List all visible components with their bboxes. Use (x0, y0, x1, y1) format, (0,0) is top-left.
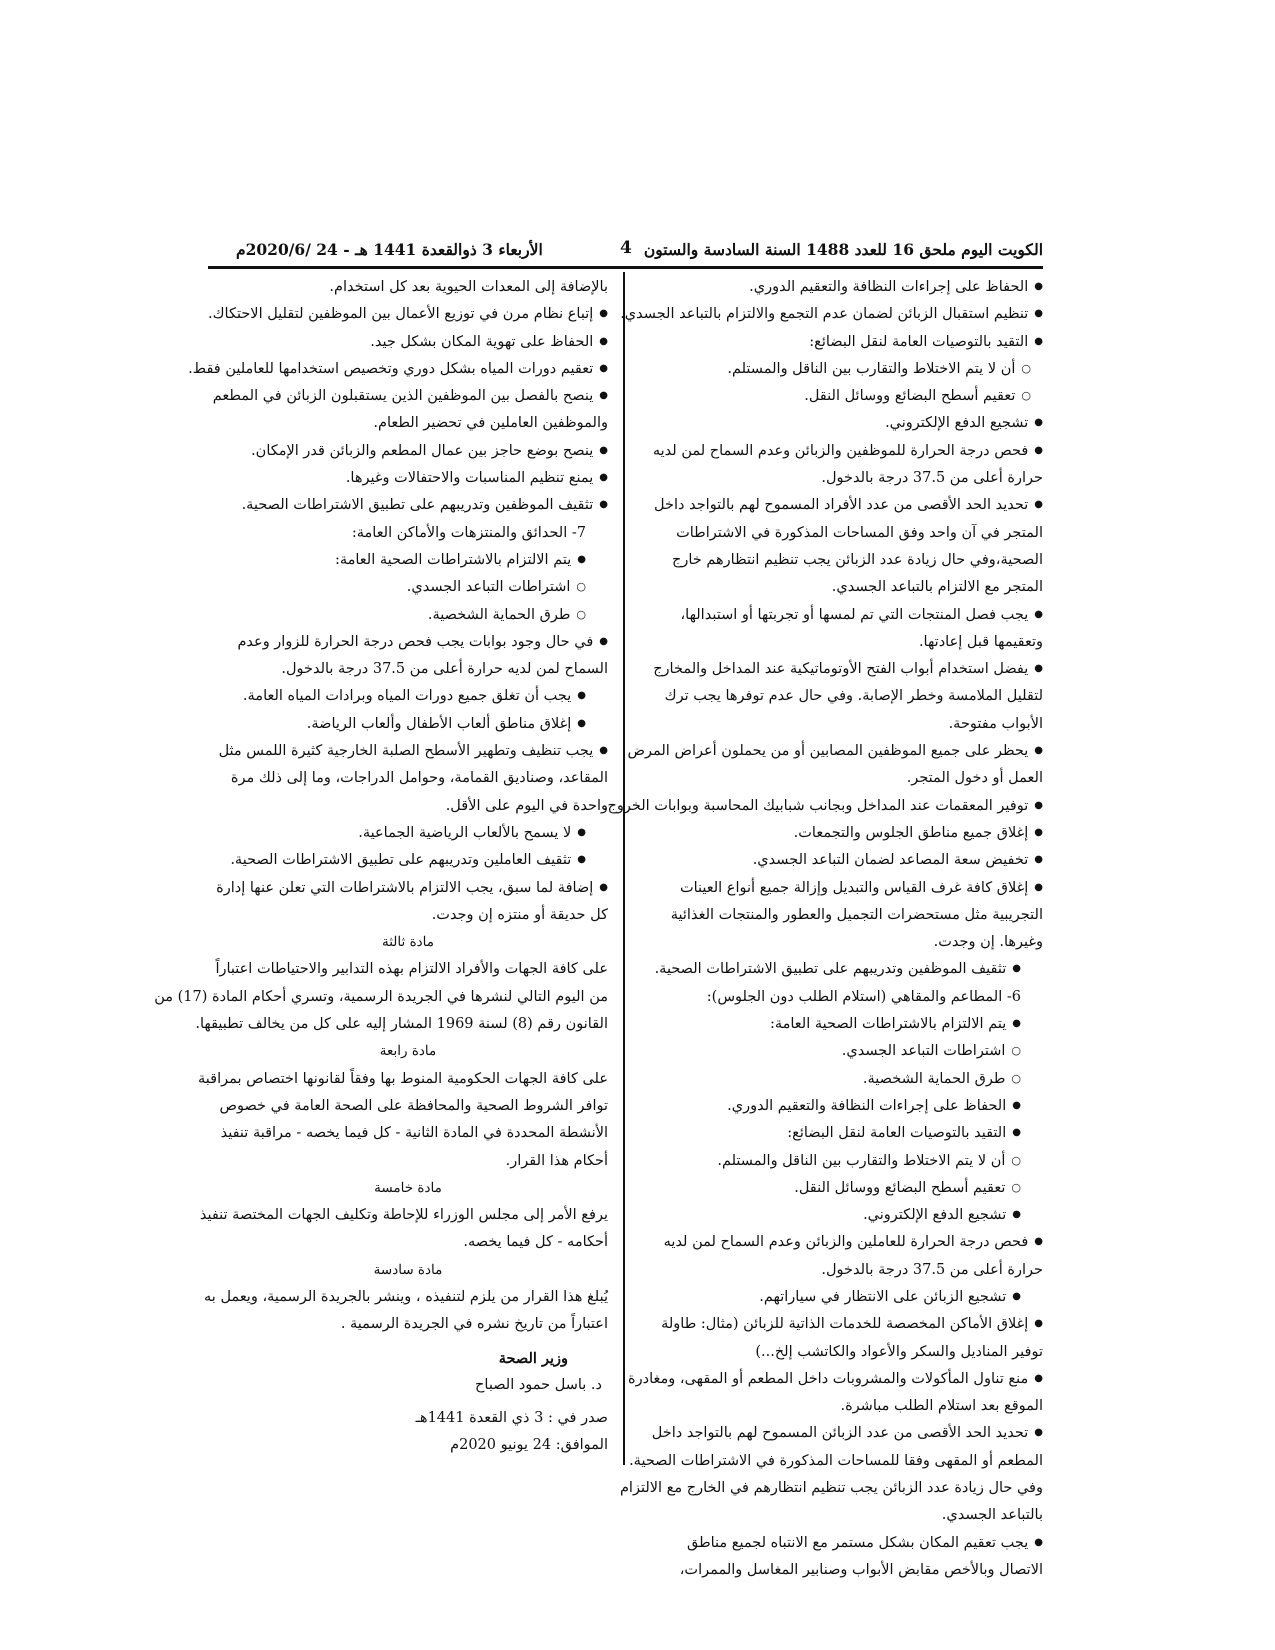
list-item: ● التقيد بالتوصيات العامة لنقل البضائع: (643, 1120, 1043, 1147)
list-item: ● يتم الالتزام بالاشتراطات الصحية العامة: (208, 547, 608, 574)
list-item: ● منع تناول المأكولات والمشروبات داخل المطعم أو المقهى، ومغادرة (643, 1366, 1043, 1393)
list-item: ● إضافة لما سبق، يجب الالتزام بالاشتراطات التي تعلن عنها إدارة (208, 875, 608, 902)
text-line: المطعم أو المقهى وفقا للمساحات المذكورة في الاشتراطات الصحية. (629, 1452, 1043, 1469)
text-line: كل حديقة أو منتزه إن وجدت. (431, 906, 608, 923)
text-line: التجريبية مثل مستحضرات التجميل والعطور والمنتجات الغذائية (670, 906, 1043, 923)
list-item: ● تثقيف الموظفين وتدريبهم على تطبيق الاشتراطات الصحية. (208, 492, 608, 519)
left-column (154, 274, 608, 1460)
list-item: ● الحفاظ على تهوية المكان بشكل جيد. (208, 329, 608, 356)
list-item: ● تعقيم دورات المياه بشكل دوري وتخصيص استخدامها للعاملين فقط. (208, 356, 608, 383)
list-item: ● ينصح بوضع حاجز بين عمال المطعم والزبائن قدر الإمكان. (208, 438, 608, 465)
text-line: بالتباعد الجسدي. (941, 1507, 1043, 1524)
text-line: والموظفين العاملين في تحضير الطعام. (373, 415, 608, 432)
text-line: يرفع الأمر إلى مجلس الوزراء للإحاطة وتكليف الجهات المختصة تنفيذ (199, 1207, 608, 1224)
issue-date-hijri: صدر في : 3 ذي القعدة 1441هـ (415, 1410, 608, 1427)
text-line: حرارة أعلى من 37.5 درجة بالدخول. (821, 470, 1043, 487)
sub-list-item: ○ اشتراطات التباعد الجسدي. (643, 1038, 1043, 1065)
list-item: ● فحص درجة الحرارة للعاملين والزبائن وعدم السماح لمن لديه (643, 1229, 1043, 1256)
header-rule (208, 266, 1043, 269)
list-item: ● تشجيع الدفع الإلكتروني. (643, 410, 1043, 437)
text-line: بالإضافة إلى المعدات الحيوية بعد كل استخدام. (329, 279, 608, 295)
list-item: ● التقيد بالتوصيات العامة لنقل البضائع: (643, 329, 1043, 356)
list-item: ● يفضل استخدام أبواب الفتح الأوتوماتيكية عند المداخل والمخارج (643, 656, 1043, 683)
text-line: الاتصال وبالأخص مقابض الأبواب وصنابير المغاسل والممرات، (679, 1561, 1043, 1578)
list-item: ● إغلاق مناطق ألعاب الأطفال وألعاب الرياضة. (208, 711, 608, 738)
list-item: ● يحظر على جميع الموظفين المصابين أو من يحملون أعراض المرض (643, 738, 1043, 765)
text-line: المتجر مع الالتزام بالتباعد الجسدي. (831, 579, 1043, 596)
text-line: الأبواب مفتوحة. (948, 715, 1043, 732)
text-line: وتعقيمها قبل إعادتها. (918, 633, 1043, 650)
header-issue-info: الكويت اليوم ملحق 16 للعدد 1488 السنة السادسة والستون (643, 240, 1043, 259)
right-column (602, 274, 1043, 1584)
text-line: واحدة في اليوم على الأقل. (445, 797, 608, 814)
list-item: ● يجب فصل المنتجات التي تم لمسها أو تجربتها أو استبدالها، (643, 602, 1043, 629)
list-item: ● توفير المعقمات عند المداخل وبجانب شبابيك المحاسبة وبوابات الخروج. (643, 793, 1043, 820)
signatory-name: د. باسل حمود الصباح (475, 1376, 602, 1393)
sub-list-item: ○ أن لا يتم الاختلاط والتقارب بين الناقل والمستلم. (643, 1148, 1043, 1175)
section-heading: 6- المطاعم والمقاهي (استلام الطلب دون الجلوس): (706, 988, 1021, 1005)
issue-date-gregorian: الموافق: 24 يونيو 2020م (450, 1437, 608, 1454)
text-line: المتجر في آن واحد وفق المساحات المذكورة في الاشتراطات (676, 524, 1043, 541)
article-heading: مادة خامسة (374, 1179, 442, 1196)
text-line: أحكام هذا القرار. (505, 1152, 608, 1169)
list-item: ● يجب تنظيف وتطهير الأسطح الصلبة الخارجية كثيرة اللمس مثل (208, 738, 608, 765)
section-heading: 7- الحدائق والمنتزهات والأماكن العامة: (351, 524, 586, 541)
sub-list-item: ○ طرق الحماية الشخصية. (643, 1066, 1043, 1093)
list-item: ● تثقيف العاملين وتدريبهم على تطبيق الاشتراطات الصحية. (208, 847, 608, 874)
article-heading: مادة رابعة (379, 1043, 437, 1060)
sub-list-item: ○ طرق الحماية الشخصية. (208, 602, 608, 629)
list-item: ● الحفاظ على إجراءات النظافة والتعقيم الدوري. (643, 274, 1043, 301)
list-item: ● لا يسمح بالألعاب الرياضية الجماعية. (208, 820, 608, 847)
text-line: يُبلغ هذا القرار من يلزم لتنفيذه ، وينشر بالجريدة الرسمية، ويعمل به (204, 1288, 608, 1305)
list-item: ● تشجيع الزبائن على الانتظار في سياراتهم. (643, 1284, 1043, 1311)
text-line: توافر الشروط الصحية والمحافظة على الصحة العامة في خصوص (219, 1097, 608, 1114)
text-line: الموقع بعد استلام الطلب مباشرة. (840, 1398, 1043, 1415)
list-item: ● فحص درجة الحرارة للموظفين والزبائن وعدم السماح لمن لديه (643, 438, 1043, 465)
article-heading: مادة سادسة (373, 1261, 443, 1278)
text-line: أحكامه - كل فيما يخصه. (463, 1234, 608, 1251)
page-number: 4 (620, 238, 632, 258)
text-line: من اليوم التالي لنشرها في الجريدة الرسمية، وتسري أحكام المادة (17) من (154, 988, 608, 1005)
text-line: وغيرها. إن وجدت. (933, 934, 1043, 951)
column-divider (623, 272, 625, 1465)
list-item: ● تحديد الحد الأقصى من عدد الأفراد المسموح لهم بالتواجد داخل (643, 492, 1043, 519)
list-item: ● في حال وجود بوابات يجب فحص درجة الحرارة للزوار وعدم (208, 629, 608, 656)
page-header (208, 236, 1043, 266)
list-item: ● تحديد الحد الأقصى من عدد الزبائن المسموح لهم بالتواجد داخل (643, 1420, 1043, 1447)
sub-list-item: ○ أن لا يتم الاختلاط والتقارب بين الناقل والمستلم. (643, 356, 1043, 383)
header-date: الأربعاء 3 ذوالقعدة 1441 هـ - 24 /2020/6م (236, 240, 543, 259)
list-item: ● إتباع نظام مرن في توزيع الأعمال بين الموظفين لتقليل الاحتكاك. (208, 301, 608, 328)
sub-list-item: ○ تعقيم أسطح البضائع ووسائل النقل. (643, 1175, 1043, 1202)
signatory-title: وزير الصحة (498, 1349, 568, 1367)
list-item: ● إغلاق الأماكن المخصصة للخدمات الذاتية للزبائن (مثال: طاولة (643, 1311, 1043, 1338)
text-line: الصحية،وفي حال زيادة عدد الزبائن يجب تنظيم انتظارهم خارج (672, 551, 1043, 568)
text-line: حرارة أعلى من 37.5 درجة بالدخول. (821, 1261, 1043, 1278)
list-item: ● يجب أن تغلق جميع دورات المياه وبرادات المياه العامة. (208, 683, 608, 710)
text-line: لتقليل الملامسة وخطر الإصابة. وفي حال عدم توفرها يجب ترك (664, 688, 1043, 705)
list-item: ● تثقيف الموظفين وتدريبهم على تطبيق الاشتراطات الصحية. (643, 956, 1043, 983)
text-line: السماح لمن لديه حرارة أعلى من 37.5 درجة بالدخول. (281, 661, 608, 678)
article-heading: مادة ثالثة (381, 934, 435, 951)
text-line: وفي حال زيادة عدد الزبائن يجب تنظيم انتظارهم في الخارج مع الالتزام (619, 1480, 1043, 1497)
list-item: ● إغلاق جميع مناطق الجلوس والتجمعات. (643, 820, 1043, 847)
text-line: المقاعد، وصناديق القمامة، وحوامل الدراجات، وما إلى ذلك مرة (230, 770, 608, 787)
list-item: ● تشجيع الدفع الإلكتروني. (643, 1202, 1043, 1229)
text-line: العمل أو دخول المتجر. (906, 770, 1043, 787)
list-item: ● يتم الالتزام بالاشتراطات الصحية العامة: (643, 1011, 1043, 1038)
text-line: على كافة الجهات الحكومية المنوط بها وفقاً لقانونها اختصاص بمراقبة (197, 1070, 608, 1087)
text-line: القانون رقم (8) لسنة 1969 المشار إليه على كل من يخالف تطبيقها. (195, 1016, 608, 1033)
sub-list-item: ○ تعقيم أسطح البضائع ووسائل النقل. (643, 383, 1043, 410)
text-line: توفير المناديل والسكر والأعواد والكاتشب إلخ...) (755, 1343, 1043, 1360)
text-line: اعتباراً من تاريخ نشره في الجريدة الرسمية . (340, 1316, 608, 1333)
list-item: ● تنظيم استقبال الزبائن لضمان عدم التجمع والالتزام بالتباعد الجسدي. (643, 301, 1043, 328)
sub-list-item: ○ اشتراطات التباعد الجسدي. (208, 574, 608, 601)
text-line: على كافة الجهات والأفراد الالتزام بهذه التدابير والاحتياطات اعتباراً (215, 961, 608, 978)
text-line: الأنشطة المحددة في المادة الثانية - كل فيما يخصه - مراقبة تنفيذ (220, 1125, 608, 1142)
list-item: ● تخفيض سعة المصاعد لضمان التباعد الجسدي. (643, 847, 1043, 874)
list-item: ● يمنع تنظيم المناسبات والاحتفالات وغيرها. (208, 465, 608, 492)
list-item: ● يجب تعقيم المكان بشكل مستمر مع الانتباه لجميع مناطق (643, 1530, 1043, 1557)
list-item: ● الحفاظ على إجراءات النظافة والتعقيم الدوري. (643, 1093, 1043, 1120)
list-item: ● ينصح بالفصل بين الموظفين الذين يستقبلون الزبائن في المطعم (208, 383, 608, 410)
list-item: ● إغلاق كافة غرف القياس والتبديل وإزالة جميع أنواع العينات (643, 875, 1043, 902)
